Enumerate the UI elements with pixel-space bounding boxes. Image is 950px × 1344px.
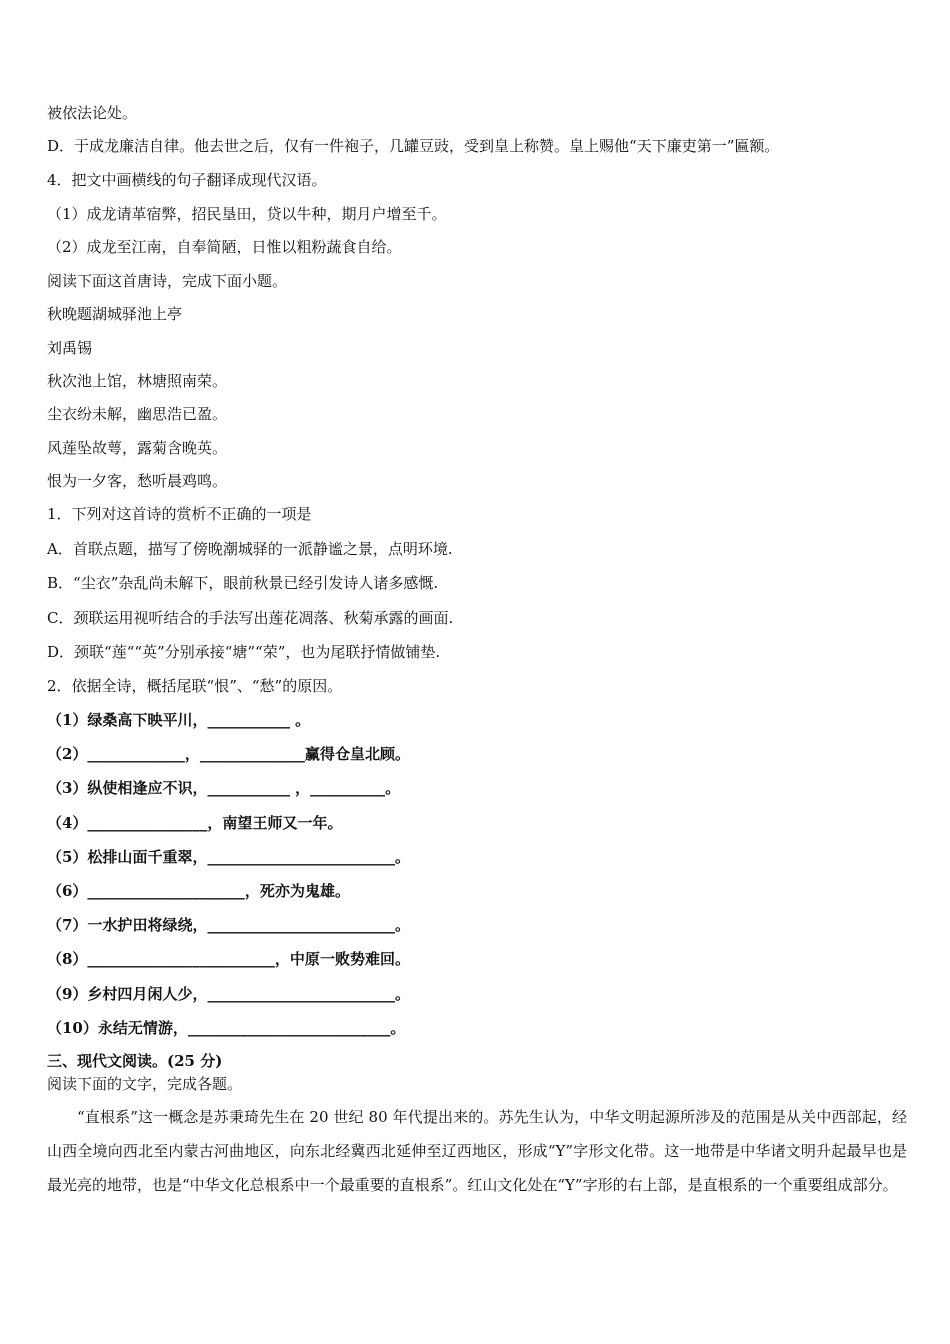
option-d-text: D．于成龙廉洁自律。他去世之后，仅有一件袍子，几罐豆豉，受到皇上称赞。皇上赐他“天下廉吏第一”匾额。	[47, 137, 780, 155]
fill-blank-item: （5）松排山面千重翠，_________________________。	[47, 848, 410, 866]
option-a: A．首联点题，描写了傍晚潮城驿的一派静谧之景，点明环境.	[47, 540, 453, 558]
poem-intro: 阅读下面这首唐诗，完成下面小题。	[47, 272, 288, 290]
fill-blank-item: （1）绿桑高下映平川，___________ 。	[47, 711, 311, 729]
question-4: 4．把文中画横线的句子翻译成现代汉语。	[47, 171, 327, 189]
question-1: 1．下列对这首诗的赏析不正确的一项是	[47, 505, 312, 523]
poem-line: 风莲坠故萼，露菊含晚英。	[47, 439, 228, 457]
option-d: D．颈联“莲““英”分别承接“塘”“荣”，也为尾联抒情做铺垫.	[47, 643, 441, 661]
question-4-item-2: （2）成龙至江南，自奉简陋，日惟以粗粉蔬食自给。	[47, 238, 402, 256]
fill-blank-item: （6）_____________________，死亦为鬼雄。	[47, 882, 350, 900]
fill-blank-item: （9）乡村四月闲人少，_________________________。	[47, 985, 410, 1003]
fill-blank-item: （4）________________，南望王师又一年。	[47, 814, 343, 832]
section-heading: 三、现代文阅读。(25 分)	[47, 1052, 223, 1070]
poem-line: 秋次池上馆，林塘照南荣。	[47, 372, 228, 390]
poem-title: 秋晚题湖城驿池上亭	[47, 305, 183, 323]
fill-blank-item: （3）纵使相逢应不识，___________ ，__________。	[47, 779, 401, 797]
reading-paragraph: “直根系”这一概念是苏秉琦先生在 20 世纪 80 年代提出来的。苏先生认为，中华文明起源所涉及的范围是从关中西部起，经山西全境向西北至内蒙古河曲地区，向东北经冀西北延伸至辽西地区，形成“Y”字形文化带。这一地带是中华诸文明升起最早也是最光亮的地带，也是“中华文化总根系中一个最重要的直根系”。红山文化处在“Y”字形的右上部，是直根系的一个重要组成部分。	[47, 1108, 907, 1194]
option-c: C．颈联运用视听结合的手法写出莲花凋落、秋菊承露的画面.	[47, 609, 454, 627]
question-2: 2．依据全诗，概括尾联“恨”、“愁”的原因。	[47, 677, 343, 695]
fill-blank-item: （2）_____________，______________赢得仓皇北顾。	[47, 745, 410, 763]
fill-blank-item: （10）永结无情游，___________________________。	[47, 1019, 406, 1037]
poem-author: 刘禹锡	[47, 339, 93, 357]
fill-blank-item: （7）一水护田将绿绕，_________________________。	[47, 916, 410, 934]
section-intro: 阅读下面的文字，完成各题。	[47, 1075, 243, 1093]
poem-line: 恨为一夕客，愁听晨鸡鸣。	[47, 472, 228, 490]
option-b: B．“尘衣”杂乱尚未解下，眼前秋景已经引发诗人诸多感慨.	[47, 574, 439, 592]
fill-blank-item: （8）_________________________，中原一败势难回。	[47, 950, 410, 968]
poem-line: 尘衣纷未解，幽思浩已盈。	[47, 405, 228, 423]
passage-tail-text: 被依法论处。	[47, 104, 138, 122]
question-4-item-1: （1）成龙请革宿弊，招民垦田，贷以牛种，期月户增至千。	[47, 205, 447, 223]
